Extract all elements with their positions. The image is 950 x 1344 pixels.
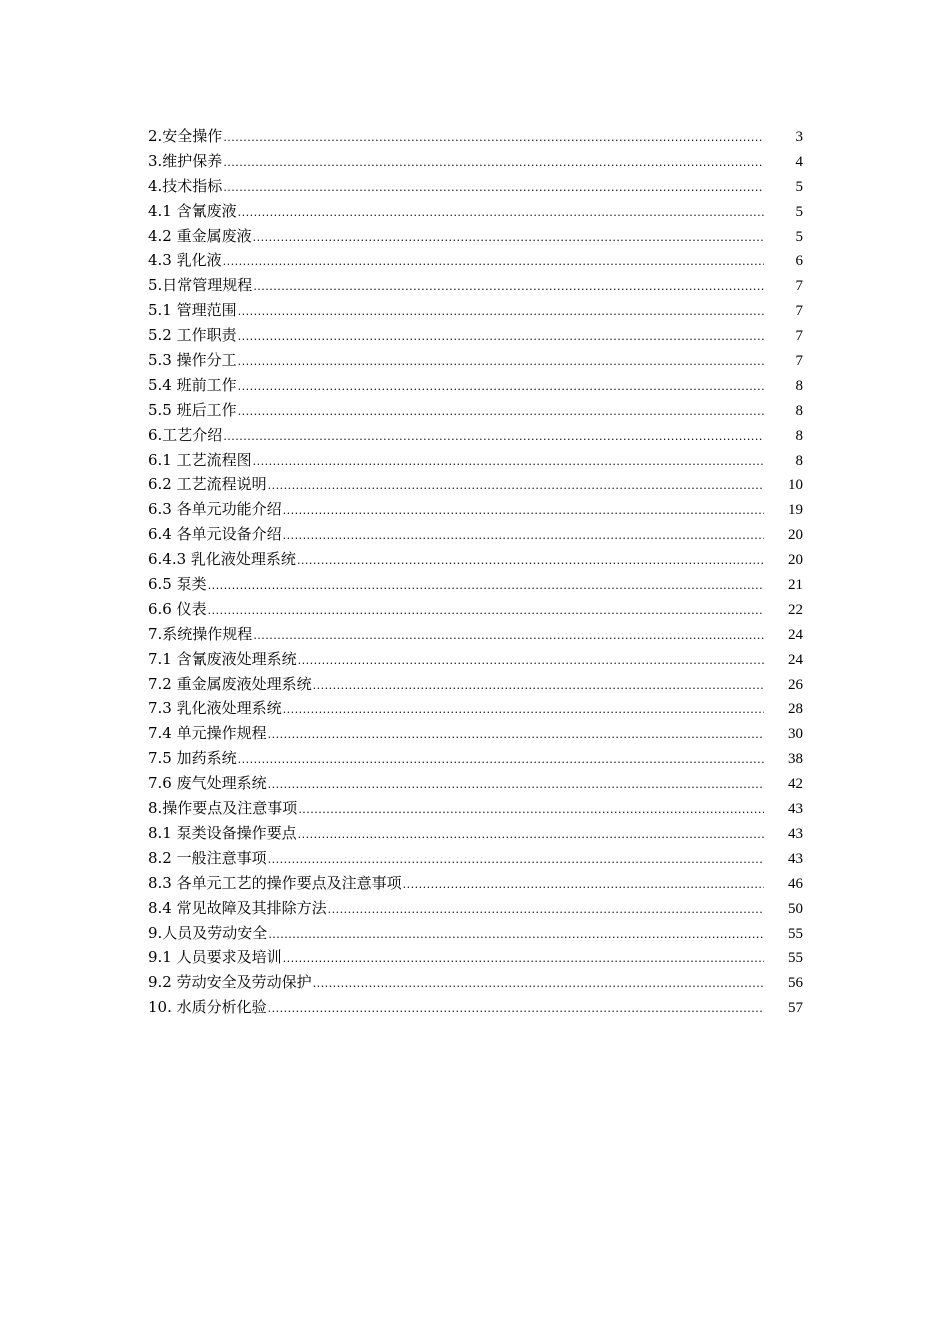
toc-entry-page-number: 30 — [788, 726, 803, 743]
dot-leader — [253, 226, 764, 251]
toc-entry-title: 7.系统操作规程 — [148, 624, 253, 643]
toc-entry-title: 9.1 人员要求及培训 — [148, 948, 282, 967]
toc-entry-title: 5.3 操作分工 — [148, 351, 237, 370]
dot-leader — [268, 997, 764, 1022]
toc-entry-title: 5.5 班后工作 — [148, 400, 237, 419]
toc-entry[interactable] — [148, 348, 803, 373]
toc-entry-page-number: 5 — [795, 228, 803, 245]
toc-entry-page-number: 8 — [795, 427, 803, 444]
toc-entry-page-number: 42 — [788, 776, 803, 793]
table-of-contents — [148, 124, 803, 1020]
toc-entry-title: 4.技术指标 — [148, 176, 223, 195]
toc-entry[interactable] — [148, 746, 803, 771]
dot-leader — [238, 350, 764, 375]
toc-entry[interactable] — [148, 398, 803, 423]
toc-entry-title: 7.1 含氰废液处理系统 — [148, 649, 297, 668]
dot-leader — [268, 723, 764, 748]
toc-entry-title: 7.4 单元操作规程 — [148, 724, 267, 743]
toc-entry[interactable] — [148, 547, 803, 572]
toc-entry-page-number: 7 — [795, 278, 803, 295]
dot-leader — [313, 674, 764, 699]
toc-entry-title: 7.3 乳化液处理系统 — [148, 699, 282, 718]
toc-entry-page-number: 7 — [795, 303, 803, 320]
toc-entry[interactable] — [148, 622, 803, 647]
toc-entry-page-number: 5 — [795, 178, 803, 195]
toc-entry[interactable] — [148, 448, 803, 473]
dot-leader — [283, 524, 764, 549]
toc-entry-title: 4.2 重金属废液 — [148, 226, 252, 245]
dot-leader — [268, 474, 764, 499]
dot-leader — [283, 698, 764, 723]
toc-entry-title: 5.1 管理范围 — [148, 301, 237, 320]
dot-leader — [208, 574, 764, 599]
dot-leader — [313, 972, 764, 997]
toc-entry-title: 6.工艺介绍 — [148, 425, 223, 444]
toc-entry[interactable] — [148, 871, 803, 896]
toc-entry[interactable] — [148, 174, 803, 199]
toc-entry-title: 8.2 一般注意事项 — [148, 848, 267, 867]
toc-entry-title: 6.5 泵类 — [148, 575, 207, 594]
toc-entry[interactable] — [148, 298, 803, 323]
toc-entry-title: 6.6 仪表 — [148, 599, 207, 618]
dot-leader — [268, 848, 764, 873]
toc-entry[interactable] — [148, 472, 803, 497]
toc-entry-page-number: 55 — [788, 950, 803, 967]
toc-entry[interactable] — [148, 821, 803, 846]
toc-entry[interactable] — [148, 771, 803, 796]
toc-entry-title: 6.4 各单元设备介绍 — [148, 525, 282, 544]
toc-entry[interactable] — [148, 945, 803, 970]
dot-leader — [298, 798, 764, 823]
dot-leader — [283, 499, 764, 524]
toc-entry[interactable] — [148, 572, 803, 597]
toc-entry-title: 8.3 各单元工艺的操作要点及注意事项 — [148, 873, 402, 892]
toc-entry-page-number: 8 — [795, 402, 803, 419]
toc-entry-title: 10. 水质分析化验 — [148, 998, 267, 1017]
toc-entry[interactable] — [148, 124, 803, 149]
toc-entry-title: 7.2 重金属废液处理系统 — [148, 674, 312, 693]
dot-leader — [238, 300, 764, 325]
toc-entry-title: 7.6 废气处理系统 — [148, 774, 267, 793]
toc-entry-page-number: 8 — [795, 377, 803, 394]
toc-entry-page-number: 4 — [795, 153, 803, 170]
toc-entry-page-number: 43 — [788, 801, 803, 818]
toc-entry-page-number: 24 — [788, 651, 803, 668]
toc-entry-page-number: 46 — [788, 875, 803, 892]
toc-entry-title: 9.人员及劳动安全 — [148, 923, 268, 942]
toc-entry-page-number: 6 — [795, 253, 803, 270]
toc-entry[interactable] — [148, 273, 803, 298]
toc-entry[interactable] — [148, 248, 803, 273]
dot-leader — [268, 773, 764, 798]
toc-entry-page-number: 7 — [795, 353, 803, 370]
toc-entry[interactable] — [148, 672, 803, 697]
dot-leader — [253, 450, 764, 475]
dot-leader — [223, 126, 764, 151]
toc-entry[interactable] — [148, 373, 803, 398]
toc-entry[interactable] — [148, 497, 803, 522]
dot-leader — [253, 275, 764, 300]
toc-entry-page-number: 19 — [788, 502, 803, 519]
toc-entry-title: 9.2 劳动安全及劳动保护 — [148, 973, 312, 992]
toc-entry-page-number: 21 — [788, 577, 803, 594]
toc-entry[interactable] — [148, 597, 803, 622]
dot-leader — [223, 425, 764, 450]
toc-entry-page-number: 26 — [788, 676, 803, 693]
dot-leader — [283, 947, 764, 972]
toc-entry[interactable] — [148, 721, 803, 746]
dot-leader — [238, 748, 764, 773]
toc-entry-title: 4.1 含氰废液 — [148, 201, 237, 220]
toc-entry[interactable] — [148, 149, 803, 174]
dot-leader — [253, 624, 764, 649]
toc-entry-page-number: 43 — [788, 825, 803, 842]
toc-entry-page-number: 5 — [795, 203, 803, 220]
toc-entry-title: 8.4 常见故障及其排除方法 — [148, 898, 327, 917]
dot-leader — [238, 400, 764, 425]
toc-entry[interactable] — [148, 522, 803, 547]
toc-entry-page-number: 50 — [788, 900, 803, 917]
dot-leader — [238, 325, 764, 350]
dot-leader — [298, 649, 764, 674]
dot-leader — [223, 151, 764, 176]
toc-entry-page-number: 22 — [788, 601, 803, 618]
dot-leader — [298, 823, 764, 848]
dot-leader — [403, 873, 764, 898]
toc-entry-title: 7.5 加药系统 — [148, 749, 237, 768]
toc-entry[interactable] — [148, 224, 803, 249]
toc-entry-title: 8.操作要点及注意事项 — [148, 799, 298, 818]
toc-entry[interactable] — [148, 921, 803, 946]
toc-entry-page-number: 56 — [788, 975, 803, 992]
toc-entry-page-number: 20 — [788, 527, 803, 544]
toc-entry[interactable] — [148, 696, 803, 721]
toc-entry[interactable] — [148, 995, 803, 1020]
toc-entry-title: 2.安全操作 — [148, 127, 223, 145]
toc-entry-page-number: 7 — [795, 328, 803, 345]
dot-leader — [223, 176, 764, 201]
toc-entry[interactable] — [148, 896, 803, 921]
toc-entry[interactable] — [148, 647, 803, 672]
toc-entry-page-number: 10 — [788, 477, 803, 494]
toc-entry-title: 8.1 泵类设备操作要点 — [148, 823, 297, 842]
toc-entry-title: 5.2 工作职责 — [148, 326, 237, 345]
dot-leader — [238, 375, 764, 400]
toc-entry-page-number: 3 — [795, 129, 803, 145]
toc-entry-page-number: 55 — [788, 925, 803, 942]
toc-entry-title: 6.3 各单元功能介绍 — [148, 500, 282, 519]
dot-leader — [223, 250, 764, 275]
toc-entry[interactable] — [148, 423, 803, 448]
dot-leader — [328, 898, 764, 923]
toc-entry-page-number: 38 — [788, 751, 803, 768]
toc-entry[interactable] — [148, 796, 803, 821]
toc-entry-page-number: 28 — [788, 701, 803, 718]
toc-entry[interactable] — [148, 323, 803, 348]
toc-entry-page-number: 24 — [788, 626, 803, 643]
toc-entry-page-number: 8 — [795, 452, 803, 469]
toc-entry[interactable] — [148, 199, 803, 224]
toc-entry-title: 6.2 工艺流程说明 — [148, 475, 267, 494]
toc-entry-page-number: 57 — [788, 1000, 803, 1017]
toc-entry-title: 5.日常管理规程 — [148, 276, 253, 295]
toc-entry-page-number: 43 — [788, 850, 803, 867]
dot-leader — [268, 923, 764, 948]
dot-leader — [208, 599, 764, 624]
dot-leader — [297, 549, 764, 574]
toc-entry-title: 6.1 工艺流程图 — [148, 450, 252, 469]
toc-entry[interactable] — [148, 846, 803, 871]
toc-entry-page-number: 20 — [788, 552, 803, 569]
toc-entry-title: 3.维护保养 — [148, 151, 223, 170]
toc-entry-title: 4.3 乳化液 — [148, 251, 222, 270]
toc-entry-title: 5.4 班前工作 — [148, 375, 237, 394]
toc-entry-title: 6.4.3 乳化液处理系统 — [148, 550, 296, 569]
toc-entry[interactable] — [148, 970, 803, 995]
dot-leader — [238, 201, 764, 226]
